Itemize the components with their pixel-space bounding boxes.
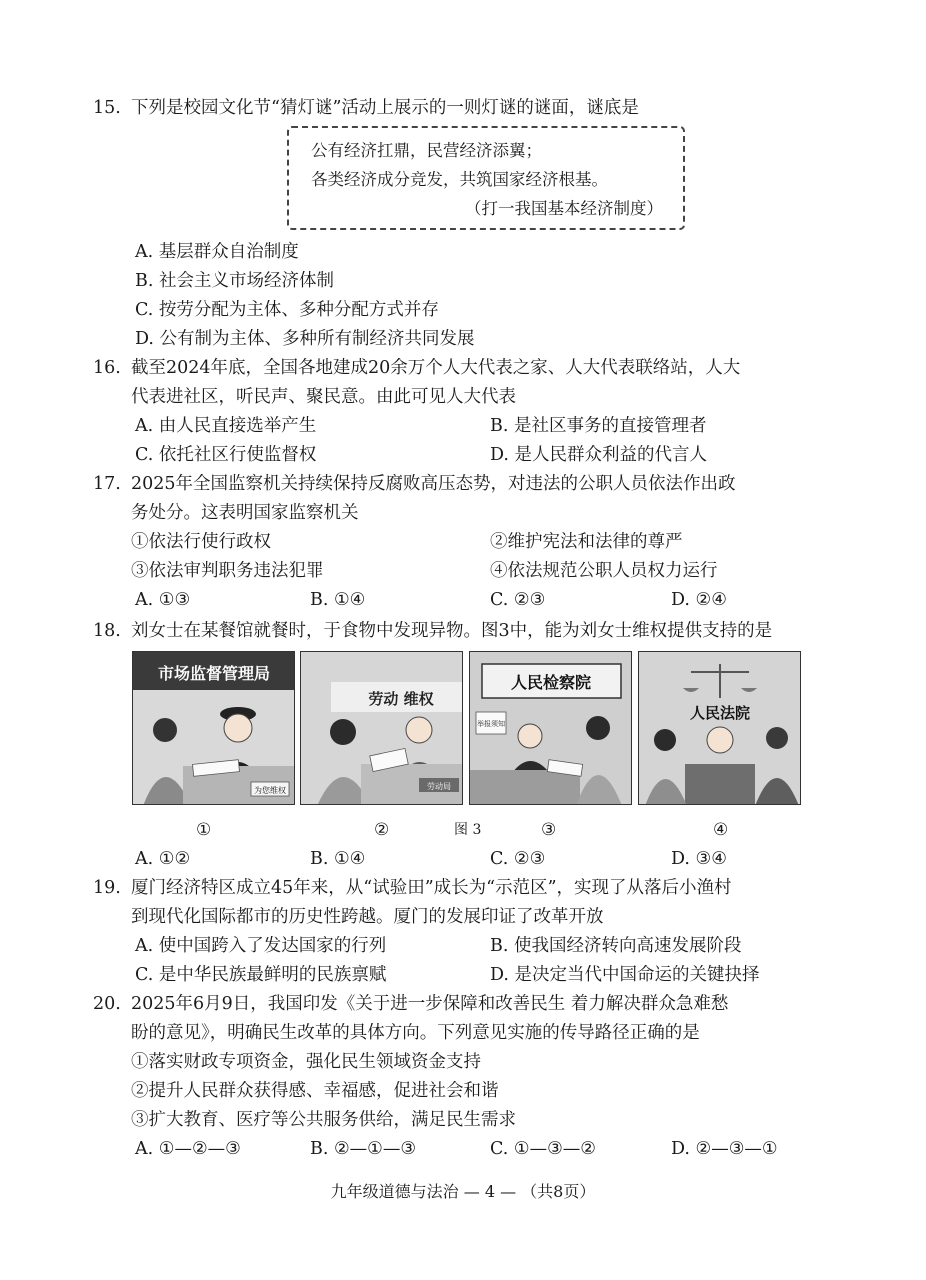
q19-number: 19. [93, 878, 121, 898]
q20-option-d: D. ②—③—① [671, 1139, 778, 1159]
panel-2-illustration [301, 652, 463, 805]
q16-option-b: B. 是社区事务的直接管理者 [490, 416, 707, 436]
q17-stem-line-1: 2025年全国监察机关持续保持反腐败高压态势，对违法的公职人员依法作出政 [131, 474, 736, 494]
panel-4-caption: ④ [713, 820, 729, 840]
figure-panel-2 [300, 651, 463, 805]
q17-number: 17. [93, 474, 121, 494]
q17-statement-2: ②维护宪法和法律的尊严 [490, 532, 683, 552]
figure-panel-3 [469, 651, 632, 805]
q19-option-c: C. 是中华民族最鲜明的民族禀赋 [135, 965, 387, 985]
q20-number: 20. [93, 994, 121, 1014]
q16-stem-line-2: 代表进社区，听民声、聚民意。由此可见人大代表 [131, 387, 516, 407]
q17-option-a: A. ①③ [135, 590, 191, 610]
panel-1-illustration [133, 652, 295, 805]
q17-statement-3: ③依法审判职务违法犯罪 [131, 561, 324, 581]
q18-number: 18. [93, 621, 121, 641]
q15-number: 15. [93, 98, 121, 118]
panel-2-sign: 劳动 维权 [368, 690, 434, 708]
figure-label: 图 3 [454, 822, 482, 838]
q20-statement-1: ①落实财政专项资金，强化民生领域资金支持 [131, 1052, 481, 1072]
q17-option-b: B. ①④ [310, 590, 366, 610]
panel-2-desk-sign: 劳动局 [427, 782, 451, 791]
figure-panel-4 [638, 651, 801, 805]
q16-stem-line-1: 截至2024年底，全国各地建成20余万个人大代表之家、人大代表联络站，人大 [131, 358, 741, 378]
panel-1-desk-sign: 为您维权 [254, 786, 286, 795]
q19-option-b: B. 使我国经济转向高速发展阶段 [490, 936, 742, 956]
riddle-line-2: 各类经济成分竞发，共筑国家经济根基。 [311, 170, 608, 189]
page-footer: 九年级道德与法治 — 4 — （共8页） [330, 1182, 596, 1201]
panel-3-illustration [470, 652, 632, 805]
q18-option-d: D. ③④ [671, 849, 727, 869]
q19-option-d: D. 是决定当代中国命运的关键抉择 [490, 965, 760, 985]
q16-option-c: C. 依托社区行使监督权 [135, 445, 317, 465]
panel-1-caption: ① [196, 820, 212, 840]
panel-1-sign: 市场监督管理局 [157, 664, 271, 683]
riddle-box [287, 126, 685, 230]
q20-option-a: A. ①—②—③ [135, 1139, 241, 1159]
q17-stem-line-2: 务处分。这表明国家监察机关 [131, 503, 359, 523]
panel-4-illustration [639, 652, 801, 805]
q15-option-d: D. 公有制为主体、多种所有制经济共同发展 [135, 329, 475, 349]
q18-option-a: A. ①② [135, 849, 191, 869]
q18-stem: 刘女士在某餐馆就餐时，于食物中发现异物。图3中，能为刘女士维权提供支持的是 [131, 621, 773, 641]
q17-statement-1: ①依法行使行政权 [131, 532, 271, 552]
q20-stem-line-1: 2025年6月9日，我国印发《关于进一步保障和改善民生 着力解决群众急难愁 [131, 994, 729, 1014]
panel-2-caption: ② [374, 820, 390, 840]
q16-option-d: D. 是人民群众利益的代言人 [490, 445, 708, 465]
figure-panel-1 [132, 651, 295, 805]
q18-option-c: C. ②③ [490, 849, 546, 869]
q15-option-c: C. 按劳分配为主体、多种分配方式并存 [135, 300, 439, 320]
q19-stem-line-1: 厦门经济特区成立45年来，从“试验田”成长为“示范区”，实现了从落后小渔村 [131, 878, 732, 898]
q15-stem: 下列是校园文化节“猜灯谜”活动上展示的一则灯谜的谜面，谜底是 [131, 98, 639, 118]
q19-option-a: A. 使中国跨入了发达国家的行列 [135, 936, 387, 956]
q15-option-a: A. 基层群众自治制度 [135, 242, 299, 262]
panel-3-sign: 人民检察院 [510, 673, 592, 692]
q15-option-b: B. 社会主义市场经济体制 [135, 271, 334, 291]
q18-option-b: B. ①④ [310, 849, 366, 869]
q17-option-c: C. ②③ [490, 590, 546, 610]
panel-3-caption: ③ [541, 820, 557, 840]
q19-stem-line-2: 到现代化国际都市的历史性跨越。厦门的发展印证了改革开放 [131, 907, 604, 927]
panel-3-notice: 举报须知 [477, 720, 505, 728]
q16-number: 16. [93, 358, 121, 378]
riddle-hint: （打一我国基本经济制度） [465, 199, 663, 218]
q17-statement-4: ④依法规范公职人员权力运行 [490, 561, 718, 581]
q20-option-b: B. ②—①—③ [310, 1139, 417, 1159]
riddle-line-1: 公有经济扛鼎，民营经济添翼； [311, 141, 542, 160]
q17-option-d: D. ②④ [671, 590, 727, 610]
panel-4-sign: 人民法院 [689, 704, 751, 722]
q16-option-a: A. 由人民直接选举产生 [135, 416, 317, 436]
q20-stem-line-2: 盼的意见》，明确民生改革的具体方向。下列意见实施的传导路径正确的是 [131, 1023, 700, 1043]
q20-statement-2: ②提升人民群众获得感、幸福感，促进社会和谐 [131, 1081, 499, 1101]
q20-statement-3: ③扩大教育、医疗等公共服务供给，满足民生需求 [131, 1110, 516, 1130]
q20-option-c: C. ①—③—② [490, 1139, 596, 1159]
